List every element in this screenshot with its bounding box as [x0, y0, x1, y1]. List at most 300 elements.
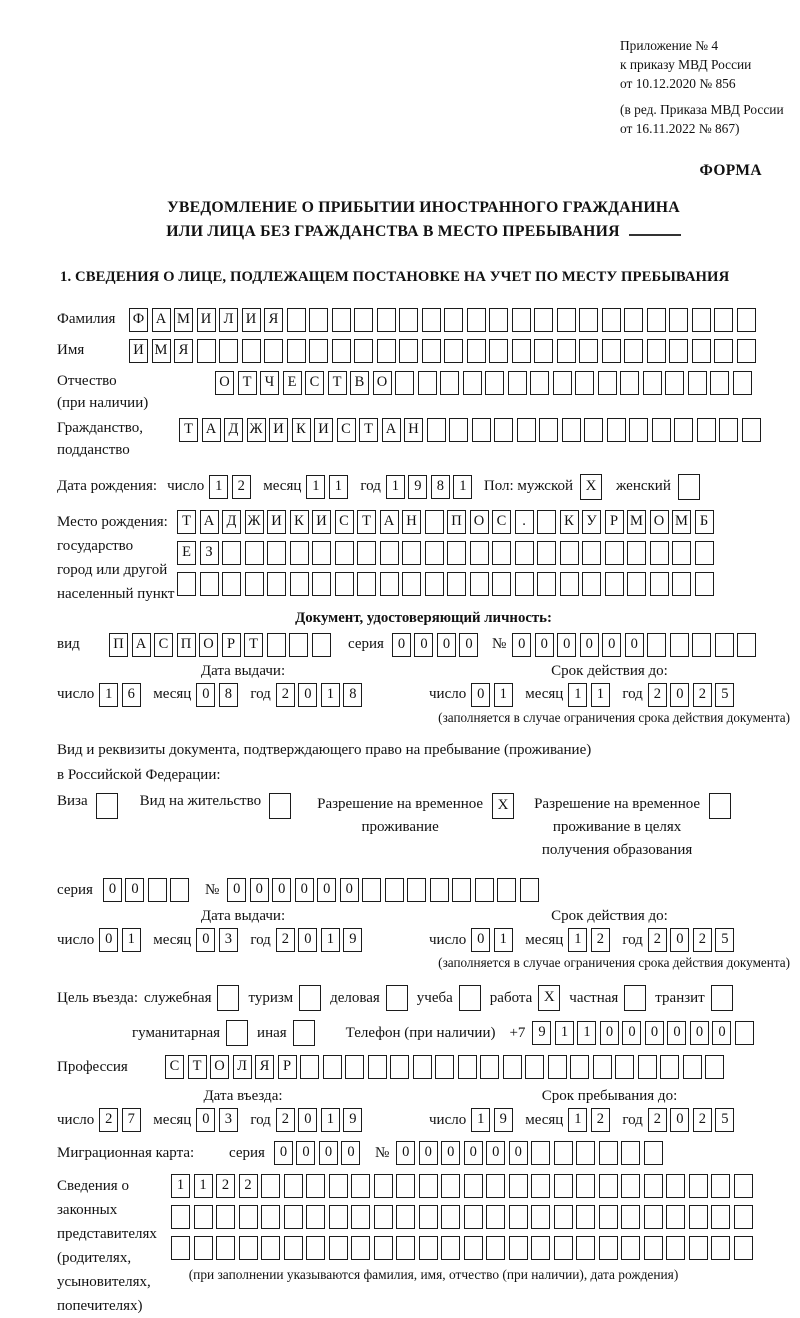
char-box[interactable]	[425, 510, 444, 534]
char-box[interactable]: 1	[329, 475, 348, 499]
char-box[interactable]	[441, 1205, 460, 1229]
char-box[interactable]	[200, 572, 219, 596]
char-box[interactable]: О	[650, 510, 669, 534]
char-box[interactable]: 1	[306, 475, 325, 499]
char-box[interactable]: 0	[471, 683, 490, 707]
char-box[interactable]	[458, 1055, 477, 1079]
char-box[interactable]	[374, 1174, 393, 1198]
char-box[interactable]	[444, 308, 463, 332]
business-checkbox[interactable]	[386, 985, 408, 1011]
char-box[interactable]	[335, 541, 354, 565]
char-box[interactable]: А	[200, 510, 219, 534]
char-box[interactable]	[711, 1174, 730, 1198]
char-box[interactable]	[194, 1236, 213, 1260]
char-box[interactable]: К	[290, 510, 309, 534]
char-box[interactable]	[492, 572, 511, 596]
official-checkbox[interactable]	[217, 985, 239, 1011]
char-box[interactable]	[576, 1236, 595, 1260]
char-box[interactable]: 0	[670, 1108, 689, 1132]
char-box[interactable]: Е	[177, 541, 196, 565]
char-box[interactable]	[267, 572, 286, 596]
char-box[interactable]	[669, 339, 688, 363]
residence-permit-checkbox[interactable]	[269, 793, 291, 819]
char-box[interactable]	[497, 878, 516, 902]
char-box[interactable]	[345, 1055, 364, 1079]
char-box[interactable]: Т	[359, 418, 378, 442]
char-box[interactable]	[245, 541, 264, 565]
char-box[interactable]: 1	[494, 683, 513, 707]
char-box[interactable]: Н	[404, 418, 423, 442]
char-box[interactable]: 1	[171, 1174, 190, 1198]
char-box[interactable]	[627, 572, 646, 596]
char-box[interactable]: 0	[227, 878, 246, 902]
char-box[interactable]	[290, 572, 309, 596]
char-box[interactable]	[245, 572, 264, 596]
char-box[interactable]	[531, 1141, 550, 1165]
char-box[interactable]	[512, 339, 531, 363]
char-box[interactable]: Ж	[247, 418, 266, 442]
char-box[interactable]: 2	[239, 1174, 258, 1198]
char-box[interactable]	[537, 572, 556, 596]
char-box[interactable]	[464, 1174, 483, 1198]
char-box[interactable]	[557, 339, 576, 363]
char-box[interactable]	[650, 572, 669, 596]
char-box[interactable]	[422, 339, 441, 363]
char-box[interactable]	[435, 1055, 454, 1079]
char-box[interactable]	[644, 1236, 663, 1260]
char-box[interactable]	[470, 541, 489, 565]
char-box[interactable]	[430, 878, 449, 902]
char-box[interactable]	[644, 1141, 663, 1165]
char-box[interactable]	[441, 1174, 460, 1198]
char-box[interactable]	[464, 1236, 483, 1260]
char-box[interactable]: О	[210, 1055, 229, 1079]
char-box[interactable]	[599, 1174, 618, 1198]
char-box[interactable]	[737, 339, 756, 363]
char-box[interactable]	[385, 878, 404, 902]
char-box[interactable]: 9	[408, 475, 427, 499]
char-box[interactable]	[582, 572, 601, 596]
char-box[interactable]	[418, 371, 437, 395]
char-box[interactable]: П	[177, 633, 196, 657]
char-box[interactable]: 1	[122, 928, 141, 952]
char-box[interactable]: 2	[648, 683, 667, 707]
char-box[interactable]	[362, 878, 381, 902]
char-box[interactable]	[242, 339, 261, 363]
char-box[interactable]	[615, 1055, 634, 1079]
char-box[interactable]	[517, 418, 536, 442]
char-box[interactable]: 8	[343, 683, 362, 707]
char-box[interactable]: Т	[244, 633, 263, 657]
char-box[interactable]	[467, 308, 486, 332]
char-box[interactable]	[306, 1236, 325, 1260]
char-box[interactable]	[329, 1205, 348, 1229]
char-box[interactable]	[323, 1055, 342, 1079]
char-box[interactable]: 0	[509, 1141, 528, 1165]
char-box[interactable]	[734, 1236, 753, 1260]
private-checkbox[interactable]	[624, 985, 646, 1011]
char-box[interactable]: Ж	[245, 510, 264, 534]
char-box[interactable]	[719, 418, 738, 442]
char-box[interactable]	[261, 1205, 280, 1229]
char-box[interactable]: 0	[340, 878, 359, 902]
char-box[interactable]	[463, 371, 482, 395]
char-box[interactable]	[599, 1205, 618, 1229]
char-box[interactable]	[643, 371, 662, 395]
char-box[interactable]: 0	[99, 928, 118, 952]
char-box[interactable]	[222, 572, 241, 596]
char-box[interactable]	[485, 371, 504, 395]
char-box[interactable]	[399, 308, 418, 332]
char-box[interactable]	[396, 1236, 415, 1260]
char-box[interactable]: Е	[283, 371, 302, 395]
char-box[interactable]: М	[627, 510, 646, 534]
char-box[interactable]	[599, 1236, 618, 1260]
char-box[interactable]	[374, 1205, 393, 1229]
char-box[interactable]	[647, 339, 666, 363]
char-box[interactable]: 1	[577, 1021, 596, 1045]
char-box[interactable]	[309, 308, 328, 332]
work-checkbox[interactable]: X	[538, 985, 560, 1011]
char-box[interactable]	[452, 878, 471, 902]
char-box[interactable]	[560, 541, 579, 565]
char-box[interactable]	[660, 1055, 679, 1079]
char-box[interactable]	[467, 339, 486, 363]
char-box[interactable]	[509, 1236, 528, 1260]
char-box[interactable]	[489, 308, 508, 332]
char-box[interactable]	[395, 371, 414, 395]
char-box[interactable]	[554, 1141, 573, 1165]
char-box[interactable]	[289, 633, 308, 657]
char-box[interactable]	[534, 308, 553, 332]
char-box[interactable]: И	[312, 510, 331, 534]
char-box[interactable]	[300, 1055, 319, 1079]
char-box[interactable]	[692, 633, 711, 657]
char-box[interactable]	[620, 371, 639, 395]
char-box[interactable]	[560, 572, 579, 596]
char-box[interactable]	[607, 418, 626, 442]
char-box[interactable]: О	[373, 371, 392, 395]
char-box[interactable]	[284, 1174, 303, 1198]
char-box[interactable]: 2	[99, 1108, 118, 1132]
char-box[interactable]	[197, 339, 216, 363]
edu-permit-checkbox[interactable]	[709, 793, 731, 819]
char-box[interactable]: 0	[471, 928, 490, 952]
char-box[interactable]: 2	[648, 1108, 667, 1132]
char-box[interactable]: Ф	[129, 308, 148, 332]
tourism-checkbox[interactable]	[299, 985, 321, 1011]
char-box[interactable]: Т	[357, 510, 376, 534]
char-box[interactable]: 2	[276, 928, 295, 952]
char-box[interactable]	[520, 878, 539, 902]
char-box[interactable]: Н	[402, 510, 421, 534]
char-box[interactable]: С	[305, 371, 324, 395]
char-box[interactable]	[312, 541, 331, 565]
char-box[interactable]: 2	[693, 1108, 712, 1132]
char-box[interactable]: И	[129, 339, 148, 363]
char-box[interactable]	[354, 339, 373, 363]
char-box[interactable]	[714, 339, 733, 363]
char-box[interactable]	[621, 1236, 640, 1260]
char-box[interactable]	[486, 1236, 505, 1260]
transit-checkbox[interactable]	[711, 985, 733, 1011]
char-box[interactable]	[447, 572, 466, 596]
char-box[interactable]	[380, 572, 399, 596]
char-box[interactable]: Т	[238, 371, 257, 395]
char-box[interactable]: 0	[557, 633, 576, 657]
char-box[interactable]	[670, 633, 689, 657]
char-box[interactable]	[697, 418, 716, 442]
char-box[interactable]	[515, 541, 534, 565]
char-box[interactable]: И	[267, 510, 286, 534]
char-box[interactable]	[579, 308, 598, 332]
char-box[interactable]	[575, 371, 594, 395]
char-box[interactable]: 0	[274, 1141, 293, 1165]
char-box[interactable]	[692, 308, 711, 332]
char-box[interactable]: 0	[298, 928, 317, 952]
char-box[interactable]: И	[314, 418, 333, 442]
char-box[interactable]	[715, 633, 734, 657]
char-box[interactable]	[650, 541, 669, 565]
char-box[interactable]: 0	[196, 683, 215, 707]
char-box[interactable]	[647, 308, 666, 332]
char-box[interactable]	[489, 339, 508, 363]
char-box[interactable]: 8	[219, 683, 238, 707]
char-box[interactable]: О	[199, 633, 218, 657]
char-box[interactable]	[396, 1174, 415, 1198]
char-box[interactable]: Я	[255, 1055, 274, 1079]
char-box[interactable]: 6	[122, 683, 141, 707]
char-box[interactable]: 1	[494, 928, 513, 952]
char-box[interactable]	[377, 339, 396, 363]
char-box[interactable]	[464, 1205, 483, 1229]
char-box[interactable]	[554, 1174, 573, 1198]
char-box[interactable]: 0	[625, 633, 644, 657]
char-box[interactable]: 5	[715, 928, 734, 952]
char-box[interactable]: Р	[222, 633, 241, 657]
char-box[interactable]	[449, 418, 468, 442]
char-box[interactable]: М	[152, 339, 171, 363]
char-box[interactable]	[666, 1205, 685, 1229]
char-box[interactable]	[530, 371, 549, 395]
char-box[interactable]: 0	[298, 683, 317, 707]
char-box[interactable]	[284, 1236, 303, 1260]
char-box[interactable]	[170, 878, 189, 902]
char-box[interactable]	[742, 418, 761, 442]
char-box[interactable]: О	[470, 510, 489, 534]
char-box[interactable]	[492, 541, 511, 565]
char-box[interactable]: Т	[177, 510, 196, 534]
char-box[interactable]: 2	[232, 475, 251, 499]
char-box[interactable]: А	[382, 418, 401, 442]
char-box[interactable]	[377, 308, 396, 332]
char-box[interactable]: 0	[250, 878, 269, 902]
char-box[interactable]	[644, 1205, 663, 1229]
char-box[interactable]	[734, 1205, 753, 1229]
char-box[interactable]	[239, 1205, 258, 1229]
char-box[interactable]: 0	[600, 1021, 619, 1045]
char-box[interactable]	[627, 541, 646, 565]
char-box[interactable]: 0	[392, 633, 411, 657]
char-box[interactable]	[440, 371, 459, 395]
char-box[interactable]: 1	[555, 1021, 574, 1045]
char-box[interactable]	[486, 1174, 505, 1198]
char-box[interactable]: С	[337, 418, 356, 442]
char-box[interactable]	[351, 1205, 370, 1229]
char-box[interactable]: М	[672, 510, 691, 534]
char-box[interactable]	[402, 572, 421, 596]
char-box[interactable]	[672, 572, 691, 596]
char-box[interactable]	[264, 339, 283, 363]
char-box[interactable]	[582, 541, 601, 565]
char-box[interactable]	[638, 1055, 657, 1079]
char-box[interactable]	[419, 1174, 438, 1198]
char-box[interactable]	[419, 1236, 438, 1260]
sex-male-checkbox[interactable]: X	[580, 474, 602, 500]
char-box[interactable]: З	[200, 541, 219, 565]
char-box[interactable]	[309, 339, 328, 363]
char-box[interactable]	[480, 1055, 499, 1079]
char-box[interactable]: О	[215, 371, 234, 395]
char-box[interactable]: 0	[602, 633, 621, 657]
char-box[interactable]	[689, 1236, 708, 1260]
char-box[interactable]	[621, 1174, 640, 1198]
char-box[interactable]	[539, 418, 558, 442]
char-box[interactable]	[380, 541, 399, 565]
char-box[interactable]	[735, 1021, 754, 1045]
char-box[interactable]: Т	[188, 1055, 207, 1079]
char-box[interactable]: .	[515, 510, 534, 534]
humanitarian-checkbox[interactable]	[226, 1020, 248, 1046]
char-box[interactable]	[515, 572, 534, 596]
char-box[interactable]: 1	[471, 1108, 490, 1132]
char-box[interactable]: Р	[278, 1055, 297, 1079]
char-box[interactable]: 0	[667, 1021, 686, 1045]
char-box[interactable]	[306, 1205, 325, 1229]
char-box[interactable]: 2	[276, 1108, 295, 1132]
char-box[interactable]	[537, 510, 556, 534]
char-box[interactable]: П	[109, 633, 128, 657]
char-box[interactable]	[509, 1174, 528, 1198]
char-box[interactable]	[357, 572, 376, 596]
char-box[interactable]	[261, 1236, 280, 1260]
char-box[interactable]: У	[582, 510, 601, 534]
char-box[interactable]	[557, 308, 576, 332]
char-box[interactable]	[599, 1141, 618, 1165]
char-box[interactable]	[425, 572, 444, 596]
char-box[interactable]	[624, 339, 643, 363]
char-box[interactable]	[284, 1205, 303, 1229]
char-box[interactable]	[689, 1205, 708, 1229]
char-box[interactable]: 0	[295, 878, 314, 902]
char-box[interactable]	[413, 1055, 432, 1079]
char-box[interactable]: 0	[441, 1141, 460, 1165]
char-box[interactable]: 8	[431, 475, 450, 499]
char-box[interactable]	[579, 339, 598, 363]
char-box[interactable]	[711, 1205, 730, 1229]
char-box[interactable]	[512, 308, 531, 332]
char-box[interactable]: 2	[648, 928, 667, 952]
char-box[interactable]	[688, 371, 707, 395]
char-box[interactable]: 0	[103, 878, 122, 902]
char-box[interactable]: Д	[222, 510, 241, 534]
char-box[interactable]: 0	[419, 1141, 438, 1165]
char-box[interactable]	[419, 1205, 438, 1229]
char-box[interactable]	[332, 308, 351, 332]
char-box[interactable]	[399, 339, 418, 363]
char-box[interactable]	[216, 1205, 235, 1229]
char-box[interactable]: 5	[715, 683, 734, 707]
char-box[interactable]	[644, 1174, 663, 1198]
char-box[interactable]: Р	[605, 510, 624, 534]
char-box[interactable]: 1	[194, 1174, 213, 1198]
char-box[interactable]: 0	[512, 633, 531, 657]
char-box[interactable]	[287, 339, 306, 363]
char-box[interactable]	[261, 1174, 280, 1198]
char-box[interactable]: 7	[122, 1108, 141, 1132]
char-box[interactable]: 0	[580, 633, 599, 657]
char-box[interactable]	[357, 541, 376, 565]
char-box[interactable]	[494, 418, 513, 442]
char-box[interactable]: 0	[535, 633, 554, 657]
char-box[interactable]	[470, 572, 489, 596]
char-box[interactable]: 0	[437, 633, 456, 657]
char-box[interactable]: А	[202, 418, 221, 442]
char-box[interactable]	[267, 541, 286, 565]
char-box[interactable]: Я	[174, 339, 193, 363]
char-box[interactable]: 9	[532, 1021, 551, 1045]
char-box[interactable]	[605, 572, 624, 596]
char-box[interactable]	[239, 1236, 258, 1260]
char-box[interactable]	[425, 541, 444, 565]
char-box[interactable]: 1	[321, 683, 340, 707]
char-box[interactable]	[368, 1055, 387, 1079]
char-box[interactable]: И	[269, 418, 288, 442]
char-box[interactable]	[602, 339, 621, 363]
char-box[interactable]	[351, 1174, 370, 1198]
char-box[interactable]: Д	[224, 418, 243, 442]
char-box[interactable]	[396, 1205, 415, 1229]
char-box[interactable]: 0	[298, 1108, 317, 1132]
char-box[interactable]: 0	[196, 928, 215, 952]
char-box[interactable]: 2	[591, 1108, 610, 1132]
char-box[interactable]	[689, 1174, 708, 1198]
char-box[interactable]	[734, 1174, 753, 1198]
char-box[interactable]	[509, 1205, 528, 1229]
char-box[interactable]: 1	[591, 683, 610, 707]
char-box[interactable]: 0	[464, 1141, 483, 1165]
char-box[interactable]: Т	[179, 418, 198, 442]
char-box[interactable]	[584, 418, 603, 442]
char-box[interactable]	[374, 1236, 393, 1260]
char-box[interactable]: М	[174, 308, 193, 332]
char-box[interactable]	[554, 1236, 573, 1260]
char-box[interactable]	[562, 418, 581, 442]
char-box[interactable]	[605, 541, 624, 565]
char-box[interactable]: 0	[272, 878, 291, 902]
char-box[interactable]	[672, 541, 691, 565]
char-box[interactable]	[351, 1236, 370, 1260]
char-box[interactable]	[287, 308, 306, 332]
char-box[interactable]	[531, 1236, 550, 1260]
char-box[interactable]	[422, 308, 441, 332]
char-box[interactable]: 0	[622, 1021, 641, 1045]
char-box[interactable]	[602, 308, 621, 332]
char-box[interactable]	[531, 1205, 550, 1229]
char-box[interactable]: С	[335, 510, 354, 534]
char-box[interactable]: 5	[715, 1108, 734, 1132]
char-box[interactable]: А	[152, 308, 171, 332]
